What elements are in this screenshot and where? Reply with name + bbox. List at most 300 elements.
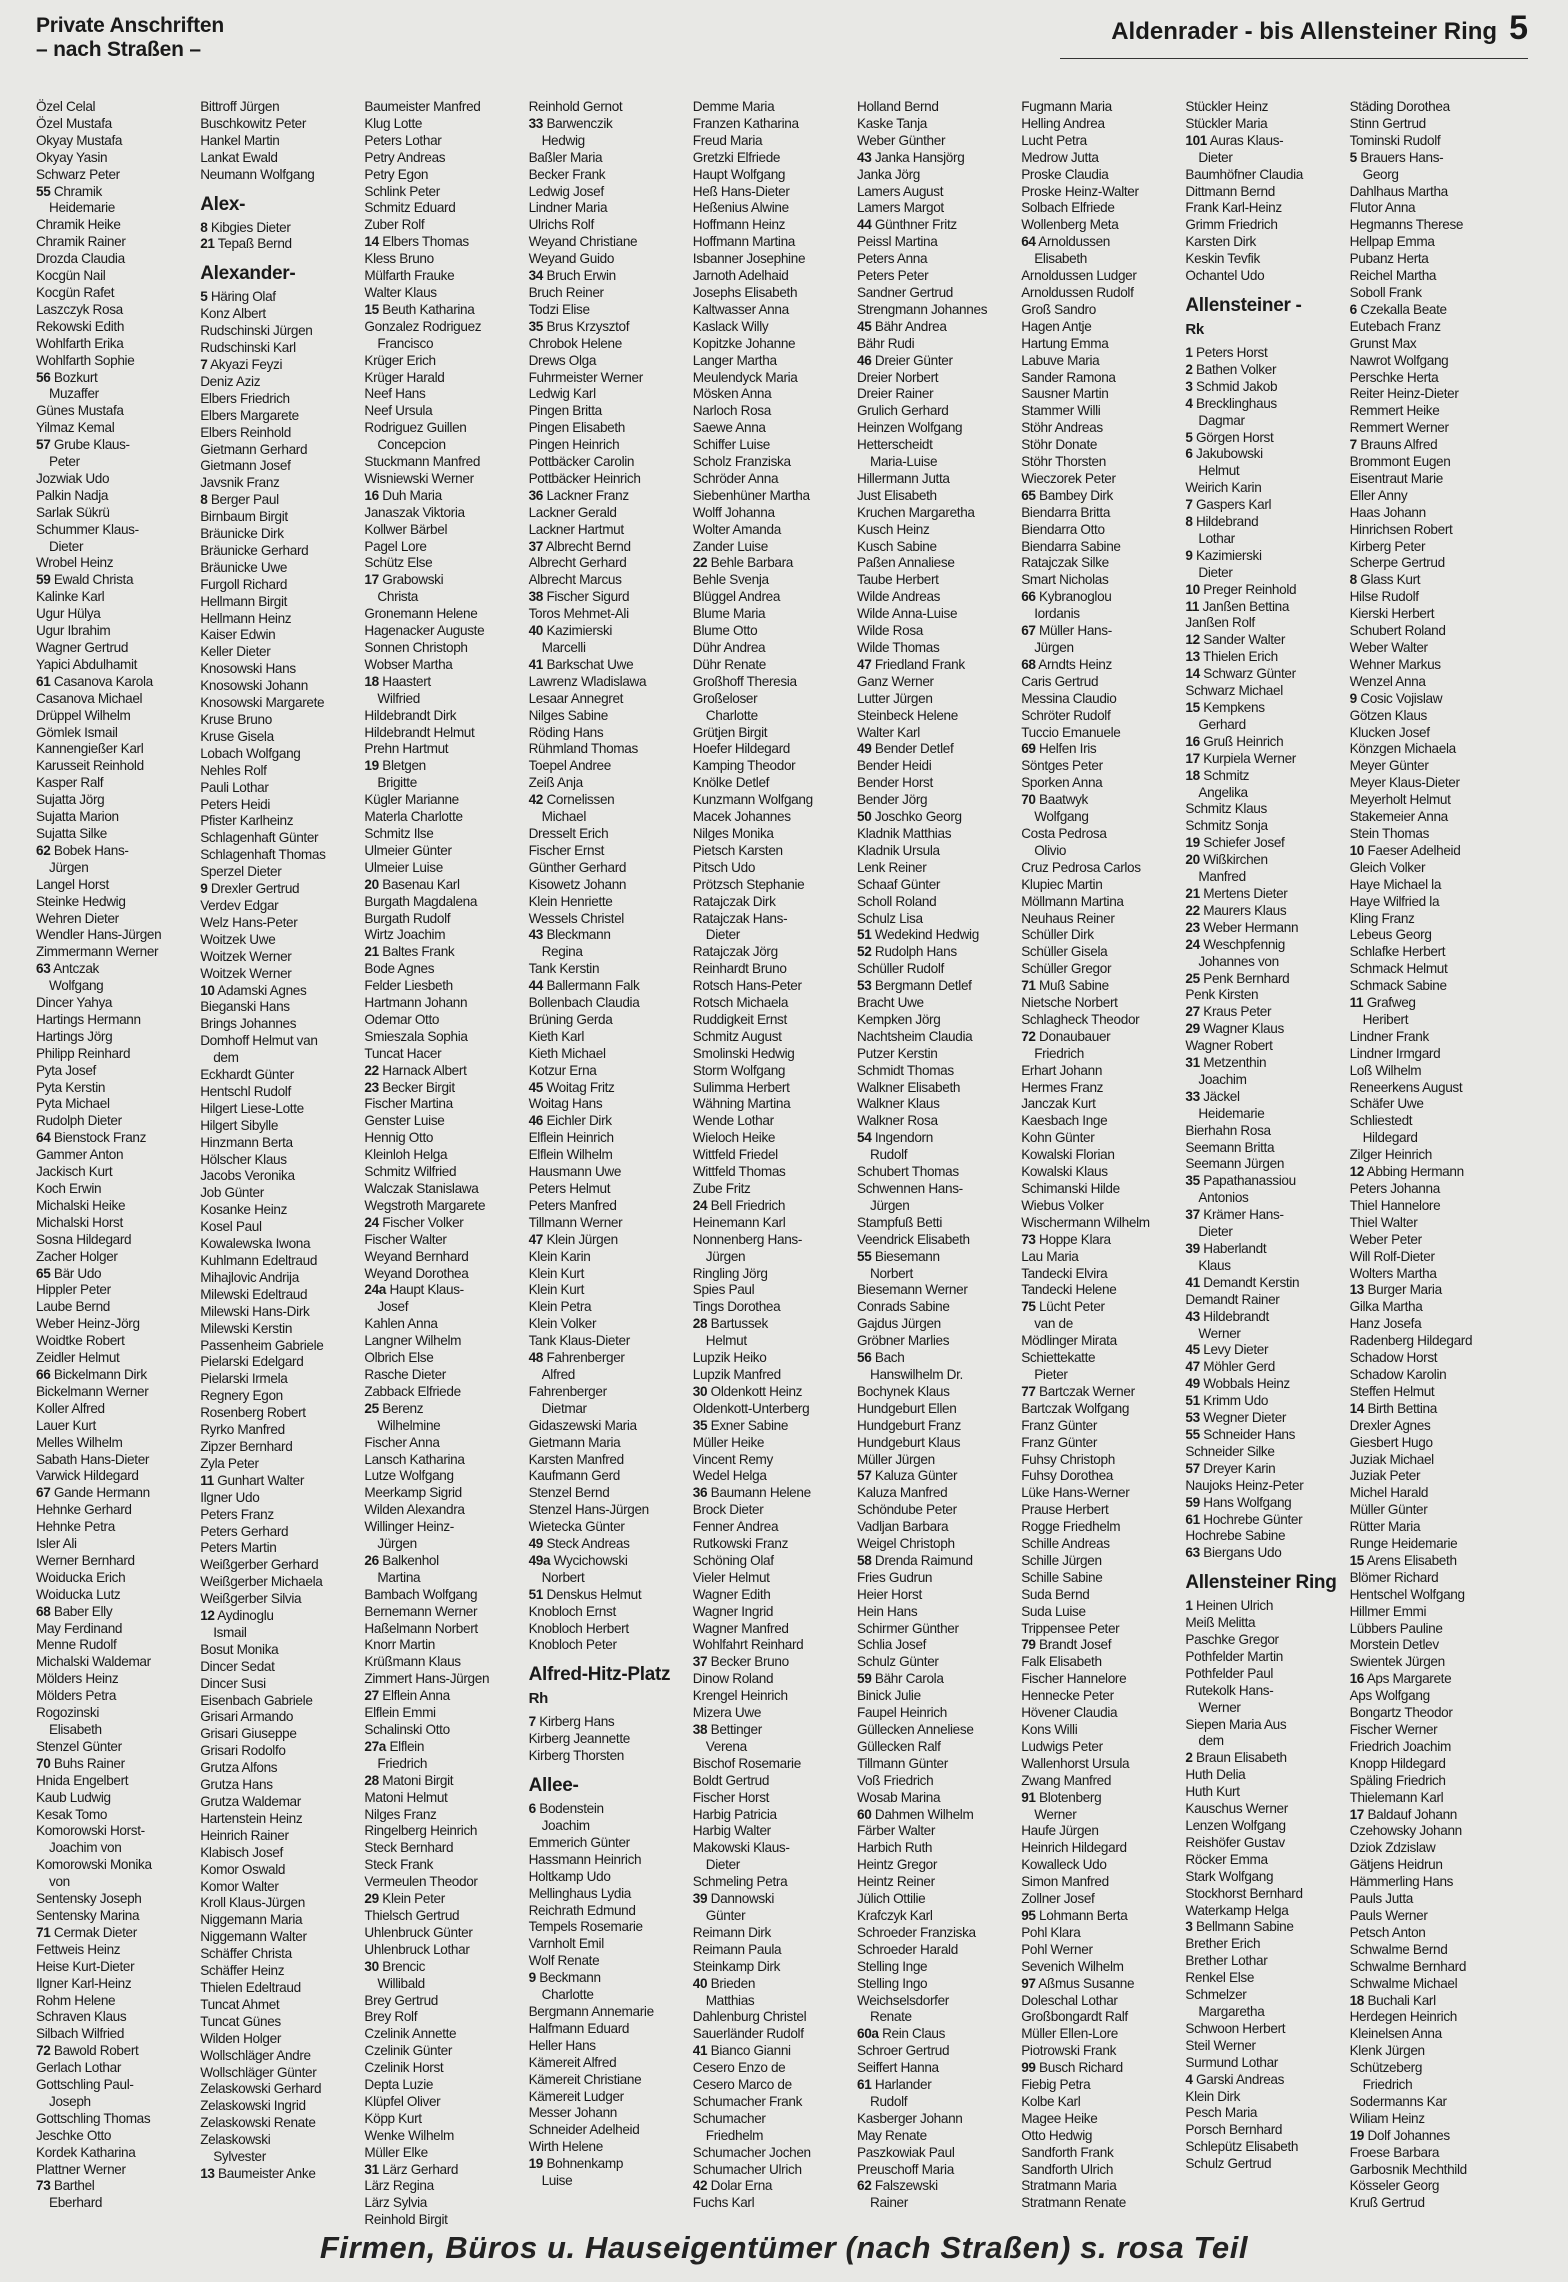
resident-entry: Sandforth Ulrich xyxy=(1021,2161,1114,2177)
resident-entry: Nehles Rolf xyxy=(200,762,267,778)
entry-continuation: Joseph xyxy=(49,2093,91,2109)
resident-entry: Koller Alfred xyxy=(36,1400,105,1416)
entry-continuation: Charlotte xyxy=(705,707,758,723)
house-number: 2 xyxy=(1185,1750,1193,1766)
house-number: 57 xyxy=(36,437,51,453)
resident-entry: Harbig Walter xyxy=(692,1823,771,1839)
house-number: 71 xyxy=(36,1924,51,1940)
resident-entry: Kasberger Johann xyxy=(857,2110,963,2126)
resident-entry: 70 Buhs Rainer xyxy=(36,1755,125,1771)
resident-entry: Rotsch Hans-Peter xyxy=(692,978,802,994)
street-heading: Alfred-Hitz-Platz xyxy=(528,1664,671,1686)
resident-entry: Elbers Margarete xyxy=(200,407,299,423)
resident-entry: 27 Elflein Anna xyxy=(364,1688,450,1704)
resident-entry: 77 Bartczak Werner xyxy=(1021,1383,1135,1399)
house-number: 97 xyxy=(1021,1975,1036,1991)
resident-entry: 59 Ewald Christa xyxy=(36,572,134,588)
resident-entry: Nachtsheim Claudia xyxy=(857,1028,973,1044)
resident-entry: Gottschling Paul- xyxy=(36,2077,134,2093)
resident-entry: Plattner Werner xyxy=(36,2161,126,2177)
resident-entry: Röcker Emma xyxy=(1185,1851,1268,1867)
resident-entry: Sosna Hildegard xyxy=(36,1231,132,1247)
house-number: 65 xyxy=(1021,487,1036,503)
resident-entry: Janßen Rolf xyxy=(1185,615,1255,631)
house-number: 20 xyxy=(1185,852,1200,868)
resident-entry: 52 Rudolph Hans xyxy=(857,944,957,960)
resident-entry: Walter Karl xyxy=(857,724,920,740)
resident-entry: Schüller Rudolf xyxy=(857,961,944,977)
resident-entry: Flutor Anna xyxy=(1349,200,1416,216)
resident-entry: Becker Frank xyxy=(528,166,606,182)
resident-entry: Dresselt Erich xyxy=(528,825,609,841)
resident-entry: Keller Dieter xyxy=(200,644,271,660)
house-number: 38 xyxy=(528,589,544,605)
resident-entry: 45 Levy Dieter xyxy=(1185,1342,1269,1358)
house-number: 8 xyxy=(200,492,208,508)
resident-entry: Sujatta Marion xyxy=(36,809,119,825)
resident-entry: Siebenhüner Martha xyxy=(692,487,810,503)
resident-entry: Knobloch Ernst xyxy=(528,1603,616,1619)
resident-entry: Fischer Anna xyxy=(364,1434,440,1450)
resident-entry: Weber Walter xyxy=(1349,640,1428,655)
resident-entry: Lackner Hartmut xyxy=(528,521,624,537)
house-number: 72 xyxy=(36,2043,51,2059)
resident-entry: 15 Kempkens xyxy=(1185,700,1265,715)
resident-entry: Michel Harald xyxy=(1349,1485,1429,1501)
resident-entry: Kless Bruno xyxy=(364,251,434,267)
resident-entry: Stückler Heinz xyxy=(1185,99,1269,114)
resident-entry: Gömlek Ismail xyxy=(36,724,118,740)
house-number: 33 xyxy=(1185,1088,1200,1104)
resident-entry: Wietecka Günter xyxy=(528,1519,625,1535)
house-number: 19 xyxy=(1349,2127,1365,2143)
resident-entry: Thiel Hannelore xyxy=(1349,1197,1441,1213)
resident-entry: Neef Ursula xyxy=(364,403,433,419)
resident-entry: 10 Faeser Adelheid xyxy=(1349,842,1461,858)
resident-entry: 55 Chramik xyxy=(36,183,103,199)
resident-entry: Zander Luise xyxy=(692,538,768,554)
resident-entry: Lauer Kurt xyxy=(36,1417,96,1433)
resident-entry: Klein Henriette xyxy=(528,893,613,909)
entry-continuation: Heidemarie xyxy=(1198,1105,1265,1121)
resident-entry: Toepel Andree xyxy=(528,758,611,774)
resident-entry: 67 Müller Hans- xyxy=(1021,623,1112,639)
house-number: 8 xyxy=(200,219,208,235)
resident-entry: Kaslack Willy xyxy=(692,318,769,334)
resident-entry: 44 Ballermann Falk xyxy=(528,978,640,994)
resident-entry: 6 Czekalla Beate xyxy=(1349,301,1447,317)
resident-entry: Janczak Kurt xyxy=(1021,1096,1096,1112)
resident-entry: Wieczorek Peter xyxy=(1021,470,1116,486)
resident-entry: Wirth Helene xyxy=(528,2139,603,2155)
resident-entry: 44 Günthner Fritz xyxy=(857,217,957,233)
resident-entry: 11 Gunhart Walter xyxy=(200,1472,305,1488)
entry-continuation: Marcelli xyxy=(541,640,586,655)
resident-entry: Prötzsch Stephanie xyxy=(692,876,805,892)
resident-entry: Scholz Franziska xyxy=(692,454,791,470)
resident-entry: Ochantel Udo xyxy=(1185,268,1265,284)
resident-entry: Weißgerber Gerhard xyxy=(200,1557,319,1573)
resident-entry: Just Elisabeth xyxy=(857,487,937,503)
resident-entry: Wollschläger Günter xyxy=(200,2064,317,2080)
resident-entry: Heintz Gregor xyxy=(857,1857,938,1873)
resident-entry: Hehnke Petra xyxy=(36,1519,115,1535)
house-number: 61 xyxy=(1185,1511,1200,1527)
resident-entry: Kleinelsen Anna xyxy=(1349,2026,1442,2042)
resident-entry: Zwang Manfred xyxy=(1021,1772,1112,1788)
resident-entry: Kieth Karl xyxy=(528,1028,585,1044)
resident-entry: Buschkowitz Peter xyxy=(200,115,307,131)
resident-entry: Proske Heinz-Walter xyxy=(1021,183,1139,199)
house-number: 23 xyxy=(1185,919,1200,935)
resident-entry: Hundgeburt Franz xyxy=(857,1417,961,1433)
resident-entry: Schüller Gisela xyxy=(1021,944,1108,960)
entry-continuation: Muzaffer xyxy=(49,386,99,402)
resident-entry: Pielarski Irmela xyxy=(200,1371,288,1387)
resident-entry: Swientek Jürgen xyxy=(1349,1654,1445,1670)
resident-entry: Knorr Martin xyxy=(364,1637,435,1653)
resident-entry: Kirberg Peter xyxy=(1349,538,1426,554)
resident-entry: Prause Herbert xyxy=(1021,1502,1109,1518)
resident-entry: Rohm Helene xyxy=(36,1992,116,2008)
resident-entry: Juziak Peter xyxy=(1349,1468,1421,1484)
resident-entry: Harbig Patricia xyxy=(692,1806,777,1822)
resident-entry: Ratajczak Silke xyxy=(1021,555,1109,571)
resident-entry: Schneider Silke xyxy=(1185,1443,1275,1459)
resident-entry: Knosowski Johann xyxy=(200,678,308,694)
resident-entry: Vadljan Barbara xyxy=(857,1519,949,1535)
resident-entry: Peters Heidi xyxy=(200,796,271,812)
entry-continuation: Joachim xyxy=(1198,1071,1247,1087)
house-number: 72 xyxy=(1021,1028,1036,1044)
resident-entry: Josephs Elisabeth xyxy=(692,284,798,300)
resident-entry: Städing Dorothea xyxy=(1349,99,1450,114)
house-number: 13 xyxy=(1349,1282,1365,1298)
entry-continuation: Elisabeth xyxy=(1034,251,1087,267)
house-number: 11 xyxy=(1349,995,1364,1011)
resident-entry: 22 Behle Barbara xyxy=(692,555,794,571)
resident-entry: Loß Wilhelm xyxy=(1349,1062,1422,1078)
resident-entry: Güllecken Anneliese xyxy=(857,1722,974,1737)
house-number: 7 xyxy=(1185,497,1193,513)
resident-entry: Genster Luise xyxy=(364,1113,445,1129)
resident-entry: 42 Dolar Erna xyxy=(692,2178,773,2194)
resident-entry: Meiß Melitta xyxy=(1185,1615,1256,1631)
resident-entry: Weyand Bernhard xyxy=(364,1248,469,1264)
resident-entry: Weirich Karin xyxy=(1185,480,1262,496)
resident-entry: Jeschke Otto xyxy=(36,2127,112,2143)
resident-entry: Hellmann Heinz xyxy=(200,610,292,626)
resident-entry: 75 Lücht Peter xyxy=(1021,1299,1105,1315)
resident-entry: Sandner Gertrud xyxy=(857,284,954,300)
resident-entry: Hilgert Sibylle xyxy=(200,1117,279,1133)
resident-entry: Heßenius Alwine xyxy=(692,200,789,216)
resident-entry: 36 Baumann Helene xyxy=(692,1485,811,1501)
resident-entry: Menne Rudolf xyxy=(36,1637,117,1653)
resident-entry: 24a Haupt Klaus- xyxy=(364,1282,464,1298)
resident-entry: Sujatta Silke xyxy=(36,825,108,841)
resident-entry: Grisari Rodolfo xyxy=(200,1743,286,1759)
resident-entry: Pyta Kerstin xyxy=(36,1079,106,1095)
resident-entry: Peters Martin xyxy=(200,1540,277,1556)
resident-entry: Schirmer Günther xyxy=(857,1620,959,1636)
resident-entry: Stenzel Günter xyxy=(36,1738,122,1754)
resident-entry: Pyta Michael xyxy=(36,1096,110,1112)
house-number: 47 xyxy=(528,1231,544,1247)
resident-entry: 41 Bianco Gianni xyxy=(692,2043,791,2059)
house-number: 41 xyxy=(528,656,544,672)
entry-continuation: Sylvester xyxy=(213,2149,266,2165)
resident-entry: Kirberg Thorsten xyxy=(528,1748,624,1764)
house-number: 24 xyxy=(692,1197,708,1213)
resident-entry: Smieszala Sophia xyxy=(364,1028,468,1044)
resident-entry: Grulich Gerhard xyxy=(857,403,949,419)
resident-entry: 3 Bellmann Sabine xyxy=(1185,1919,1294,1935)
resident-entry: Eisenbach Gabriele xyxy=(200,1692,313,1708)
resident-entry: Zeidler Helmut xyxy=(36,1350,120,1366)
resident-entry: 9 Beckmann xyxy=(528,1970,601,1986)
resident-entry: 20 Basenau Karl xyxy=(364,876,460,892)
resident-entry: Scherpe Gertrud xyxy=(1349,555,1445,571)
house-number: 28 xyxy=(692,1316,708,1332)
resident-entry: Chramik Heike xyxy=(36,217,121,233)
street-heading: Alex- xyxy=(200,193,246,215)
resident-entry: 65 Bambey Dirk xyxy=(1021,487,1113,503)
street-heading: Allensteiner - xyxy=(1185,294,1302,316)
house-number: 24 xyxy=(1185,936,1200,952)
resident-entry: Taube Herbert xyxy=(857,572,939,588)
resident-entry: Bender Jörg xyxy=(857,792,928,808)
resident-entry: Pyta Josef xyxy=(36,1062,96,1078)
resident-entry: Ilgner Udo xyxy=(200,1489,260,1505)
resident-entry: Tandecki Elvira xyxy=(1021,1265,1108,1281)
resident-entry: Fries Gudrun xyxy=(857,1569,933,1585)
resident-entry: 58 Drenda Raimund xyxy=(857,1552,973,1568)
resident-entry: Klucken Josef xyxy=(1349,724,1430,740)
resident-entry: Lansch Katharina xyxy=(364,1451,465,1467)
resident-entry: Bruch Reiner xyxy=(528,284,604,300)
resident-entry: Neuhaus Reiner xyxy=(1021,910,1115,926)
resident-entry: Kowalewska Iwona xyxy=(200,1236,311,1252)
resident-entry: Morstein Detlev xyxy=(1349,1637,1439,1653)
entry-continuation: Josef xyxy=(377,1299,409,1315)
resident-entry: Passenheim Gabriele xyxy=(200,1337,324,1353)
house-number: 47 xyxy=(1185,1359,1200,1375)
resident-entry: 16 Aps Margarete xyxy=(1349,1671,1452,1687)
resident-entry: Fischer Werner xyxy=(1349,1722,1438,1737)
resident-entry: Wollschläger Andre xyxy=(200,2047,311,2063)
resident-entry: Bischof Rosemarie xyxy=(692,1755,801,1771)
entry-continuation: Olivio xyxy=(1034,842,1067,858)
entry-continuation: Jürgen xyxy=(1034,640,1074,655)
page-number: 5 xyxy=(1509,9,1528,47)
resident-entry: Pothfelder Paul xyxy=(1185,1665,1274,1681)
resident-entry: Hennecke Peter xyxy=(1021,1688,1114,1704)
resident-entry: Mellinghaus Lydia xyxy=(528,1885,631,1901)
resident-entry: 37 Albrecht Bernd xyxy=(528,538,631,554)
resident-entry: Zelaskowski xyxy=(200,2132,271,2148)
resident-entry: Stöhr Thorsten xyxy=(1021,454,1106,470)
resident-entry: Rudolph Dieter xyxy=(36,1113,122,1129)
resident-entry: Demandt Rainer xyxy=(1185,1291,1280,1307)
resident-entry: Ryrko Manfred xyxy=(200,1422,285,1438)
resident-entry: Steil Werner xyxy=(1185,2037,1256,2053)
resident-entry: Nilges Sabine xyxy=(528,707,608,723)
resident-entry: Niggemann Maria xyxy=(200,1912,303,1928)
resident-entry: Weißgerber Michaela xyxy=(200,1574,323,1590)
resident-entry: Kollwer Bärbel xyxy=(364,521,448,537)
resident-entry: Lupzik Manfred xyxy=(692,1366,781,1382)
resident-entry: Schadow Horst xyxy=(1349,1350,1438,1366)
resident-entry: Reinhold Birgit xyxy=(364,2212,448,2228)
resident-entry: Kempken Jörg xyxy=(857,1011,941,1027)
resident-entry: Woitzek Werner xyxy=(200,948,292,964)
resident-entry: Brüning Gerda xyxy=(528,1011,613,1027)
resident-entry: Aps Wolfgang xyxy=(1349,1688,1430,1704)
resident-entry: 26 Balkenhol xyxy=(364,1552,439,1568)
resident-entry: Caris Gertrud xyxy=(1021,673,1099,689)
house-number: 33 xyxy=(528,115,544,131)
house-number: 71 xyxy=(1021,978,1036,994)
entry-continuation: Helmut xyxy=(705,1333,747,1349)
resident-entry: Grisari Giuseppe xyxy=(200,1726,297,1742)
resident-entry: Depta Luzie xyxy=(364,2077,434,2093)
resident-entry: Reichel Martha xyxy=(1349,268,1437,284)
resident-entry: Kruß Gertrud xyxy=(1349,2195,1425,2211)
resident-entry: Czehowsky Johann xyxy=(1349,1823,1462,1839)
resident-entry: Dincer Susi xyxy=(200,1675,266,1691)
resident-entry: Schmitz Eduard xyxy=(364,200,456,216)
house-number: 64 xyxy=(36,1130,51,1146)
resident-entry: Rudschinski Jürgen xyxy=(200,323,313,339)
header-rule xyxy=(1060,58,1528,59)
resident-entry: Milewski Kerstin xyxy=(200,1320,293,1336)
resident-entry: Czelinik Horst xyxy=(364,2060,444,2076)
entry-continuation: Manfred xyxy=(1198,869,1246,885)
resident-entry: Pietsch Karsten xyxy=(692,842,783,858)
resident-entry: Knosowski Margarete xyxy=(200,695,325,711)
resident-entry: 31 Metzenthin xyxy=(1185,1055,1267,1071)
resident-entry: 5 Häring Olaf xyxy=(200,289,276,305)
resident-entry: Stinn Gertrud xyxy=(1349,115,1426,131)
house-number: 79 xyxy=(1021,1637,1036,1653)
entry-continuation: Johannes von xyxy=(1198,953,1279,969)
house-number: 58 xyxy=(857,1552,872,1568)
resident-entry: Pingen Heinrich xyxy=(528,437,620,453)
resident-entry: Rotsch Michaela xyxy=(692,995,789,1011)
resident-entry: Ludwigs Peter xyxy=(1021,1738,1103,1754)
resident-entry: 64 Bienstock Franz xyxy=(36,1130,147,1146)
resident-entry: 29 Klein Peter xyxy=(364,1891,445,1907)
resident-entry: 79 Brandt Josef xyxy=(1021,1637,1112,1653)
resident-entry: Schumacher Ulrich xyxy=(692,2161,802,2177)
house-number: 4 xyxy=(1185,2071,1193,2087)
resident-entry: Konz Albert xyxy=(200,306,266,322)
address-column xyxy=(1185,99,1343,2173)
house-number: 16 xyxy=(1349,1671,1365,1687)
resident-entry: Kladnik Ursula xyxy=(857,842,940,858)
resident-entry: Wolters Martha xyxy=(1349,1265,1437,1281)
resident-entry: Lutter Jürgen xyxy=(857,690,933,706)
resident-entry: 29 Wagner Klaus xyxy=(1185,1021,1284,1037)
resident-entry: Hellpap Emma xyxy=(1349,234,1435,250)
entry-continuation: Friedhelm xyxy=(705,2127,764,2143)
resident-entry: 53 Bergmann Detlef xyxy=(857,978,972,994)
house-number: 9 xyxy=(200,881,208,897)
resident-entry: Drews Olga xyxy=(528,352,597,368)
address-columns xyxy=(36,99,1536,2228)
resident-entry: Schmelzer xyxy=(1185,1987,1247,2003)
resident-entry: Putzer Kerstin xyxy=(857,1045,938,1061)
resident-entry: Wittfeld Thomas xyxy=(692,1164,786,1180)
resident-entry: 10 Adamski Agnes xyxy=(200,982,307,998)
resident-entry: Boldt Gertrud xyxy=(692,1772,770,1788)
entry-continuation: Werner xyxy=(1034,1806,1077,1822)
house-number: 46 xyxy=(528,1113,544,1129)
resident-entry: Siepen Maria Aus xyxy=(1185,1716,1287,1732)
resident-entry: Schimanski Hilde xyxy=(1021,1181,1120,1196)
resident-entry: Kowalski Florian xyxy=(1021,1147,1115,1163)
resident-entry: Walczak Stanislawa xyxy=(364,1181,479,1196)
resident-entry: Haye Michael la xyxy=(1349,876,1442,892)
resident-entry: Weber Peter xyxy=(1349,1231,1422,1247)
resident-entry: 67 Gande Hermann xyxy=(36,1485,150,1501)
resident-entry: 59 Hans Wolfgang xyxy=(1185,1494,1292,1510)
resident-entry: Peters Helmut xyxy=(528,1181,611,1196)
house-number: 15 xyxy=(1349,1552,1365,1568)
resident-entry: Silbach Wilfried xyxy=(36,2026,125,2042)
resident-entry: Gietmann Gerhard xyxy=(200,441,308,457)
resident-entry: Sodermanns Kar xyxy=(1349,2093,1447,2109)
resident-entry: Gonzalez Rodriguez xyxy=(364,318,482,334)
house-number: 43 xyxy=(528,927,544,943)
resident-entry: Pielarski Edelgard xyxy=(200,1354,304,1370)
resident-entry: Jozwiak Udo xyxy=(36,470,110,486)
entry-continuation: Hildegard xyxy=(1362,1130,1418,1146)
resident-entry: Fahrenberger xyxy=(528,1383,607,1399)
resident-entry: Hehnke Gerhard xyxy=(36,1502,132,1518)
resident-entry: Schraven Klaus xyxy=(36,2009,127,2025)
resident-entry: 59 Bähr Carola xyxy=(857,1671,944,1687)
resident-entry: Dziok Zdzislaw xyxy=(1349,1840,1436,1856)
resident-entry: Knobloch Herbert xyxy=(528,1620,629,1636)
resident-entry: Faupel Heinrich xyxy=(857,1705,947,1721)
resident-entry: Yilmaz Kemal xyxy=(36,420,115,436)
resident-entry: Mösken Anna xyxy=(692,386,772,402)
resident-entry: Zilger Heinrich xyxy=(1349,1147,1432,1163)
resident-entry: Weyand Christiane xyxy=(528,234,638,250)
resident-entry: Pingen Elisabeth xyxy=(528,420,626,436)
resident-entry: Baumeister Manfred xyxy=(364,99,481,114)
resident-entry: Ulmeier Günter xyxy=(364,842,452,858)
resident-entry: Stelling Inge xyxy=(857,1958,928,1974)
resident-entry: Kowalleck Udo xyxy=(1021,1857,1107,1873)
house-number: 55 xyxy=(857,1248,872,1264)
resident-entry: 41 Demandt Kerstin xyxy=(1185,1274,1300,1290)
resident-entry: Mölders Petra xyxy=(36,1688,117,1704)
house-number: 46 xyxy=(857,352,872,368)
resident-entry: Blüggel Andrea xyxy=(692,589,781,605)
house-number: 23 xyxy=(364,1079,379,1095)
entry-continuation: Michael xyxy=(541,809,586,825)
resident-entry: Lobach Wolfgang xyxy=(200,745,301,761)
resident-entry: Komorowski Monika xyxy=(36,1857,152,1873)
house-number: 5 xyxy=(1349,149,1357,165)
resident-entry: Bender Heidi xyxy=(857,758,932,774)
resident-entry: Klüpfel Oliver xyxy=(364,2093,441,2109)
house-number: 63 xyxy=(1185,1545,1200,1561)
resident-entry: 61 Hochrebe Günter xyxy=(1185,1511,1303,1527)
